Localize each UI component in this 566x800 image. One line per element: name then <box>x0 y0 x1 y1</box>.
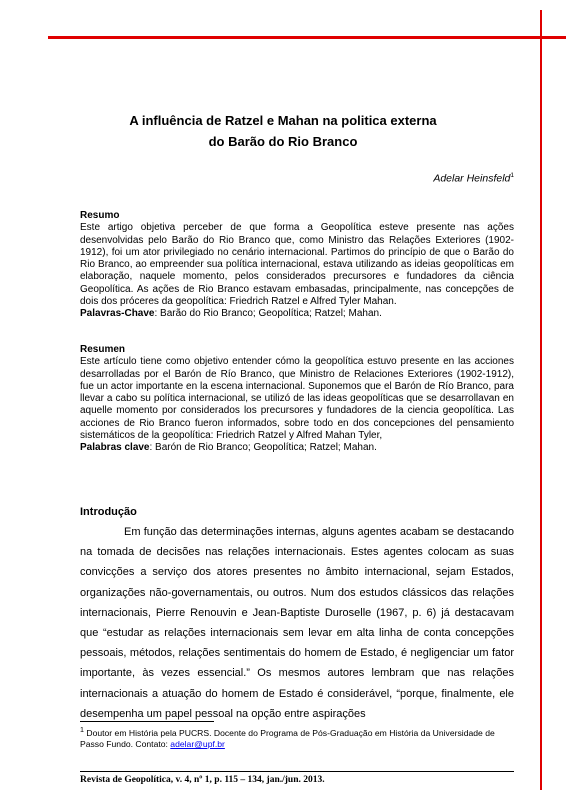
keywords-pt-values: : Barão do Rio Branco; Geopolítica; Ratzel; Mahan. <box>154 308 382 320</box>
abstract-pt-text: Este artigo objetiva perceber de que forma a Geopolítica esteve presente nas ações desenvolvidas pelo Barão do Rio Branco que, como Ministro das Relações Exteriores (1902-1912), foi um ator privilegiado no cenário internacional. Partimos do princípio de que o Barão do Rio Branco, ao empreender sua política internacional, estava utilizando as ideias geopolíticas em elaboração, naquele momento, pelos considerados precursores e fundadores da ciência Geopolítica. As ações de Rio Branco estavam embasadas, principalmente, nas concepções de dois dos próceres da geopolítica: Friedrich Ratzel e Alfred Tyler Mahan. <box>80 222 514 308</box>
intro-paragraph: Em função das determinações internas, alguns agentes acabam se destacando na tomada de decisões nas relações internacionais. Estes agentes colocam as suas convicções a serviço dos atores presentes no âmbito internacional, sejam Estados, organizações não-governamentais, ou outros. Num dos estudos clássicos das relações internacionais, Pierre Renouvin e Jean-Baptiste Duroselle (1967, p. 6) já destacavam que “estudar as relações internacionais sem levar em alta linha de conta concepções pessoais, métodos, relações sentimentais do homem de Estado, é negligenciar um fator importante, às vezes essencial.” Os mesmos autores lembram que nas relações internacionais a atuação do homem de Estado é considerável, “porque, finalmente, ele desempenha um papel pessoal na opção entre aspirações <box>80 526 514 720</box>
red-horizontal-rule <box>48 36 566 39</box>
footnote-mark: 1 <box>80 726 84 734</box>
abstract-es-text: Este artículo tiene como objetivo entender cómo la geopolítica estuvo presente en las acciones desarrolladas por el Barón de Río Branco, que Ministro de Relaciones Exteriores (1902-1912), fue un actor importante en la escena internacional. Suponemos que el Barón de Río Branco, para llevar a cabo su política internacional, se utilizó de las ideas geopolíticas que se desarrollavan en aquelle momento por considerados los precursores y fundadores de la ciencia geopolítica. Las acciones de Rio Branco fueron informados, sobre todo en dos concepciones del pensamiento sistemáticos de la geopolítica: Friedrich Ratzel y Alfred Mahan Tyler, <box>80 356 514 442</box>
author-footnote-mark: 1 <box>510 172 514 179</box>
abstract-pt-heading: Resumo <box>80 210 120 221</box>
keywords-pt-label: Palavras-Chave <box>80 308 155 320</box>
abstract-es <box>80 344 514 455</box>
author-text: Adelar Heinsfeld <box>433 172 511 185</box>
footnote-email-link[interactable]: adelar@upf.br <box>170 739 225 750</box>
footnote-text: Doutor em História pela PUCRS. Docente do Programa de Pós-Graduação em História da Universidade de Passo Fundo. Contato: <box>80 727 495 750</box>
abstract-pt-keywords <box>80 308 514 320</box>
keywords-es-values: : Barón de Rio Branco; Geopolítica; Ratzel; Mahan. <box>149 442 377 454</box>
author-name <box>433 172 514 185</box>
journal-footer: Revista de Geopolítica, v. 4, nº 1, p. 115 – 134, jan./jun. 2013. <box>80 775 325 785</box>
red-vertical-rule <box>540 10 542 790</box>
title-line-2: do Barão do Rio Branco <box>208 134 358 149</box>
abstract-es-keywords <box>80 442 514 454</box>
footnote-divider <box>80 721 214 722</box>
section-title-introducao: Introdução <box>80 506 137 518</box>
keywords-es-label: Palabras clave <box>80 442 150 454</box>
article-title <box>60 110 506 152</box>
title-line-1: A influência de Ratzel e Mahan na politica externa <box>129 113 437 128</box>
abstract-pt <box>80 210 514 321</box>
abstract-es-heading: Resumen <box>80 344 126 355</box>
footnote <box>80 725 514 750</box>
footer-divider <box>80 771 514 772</box>
